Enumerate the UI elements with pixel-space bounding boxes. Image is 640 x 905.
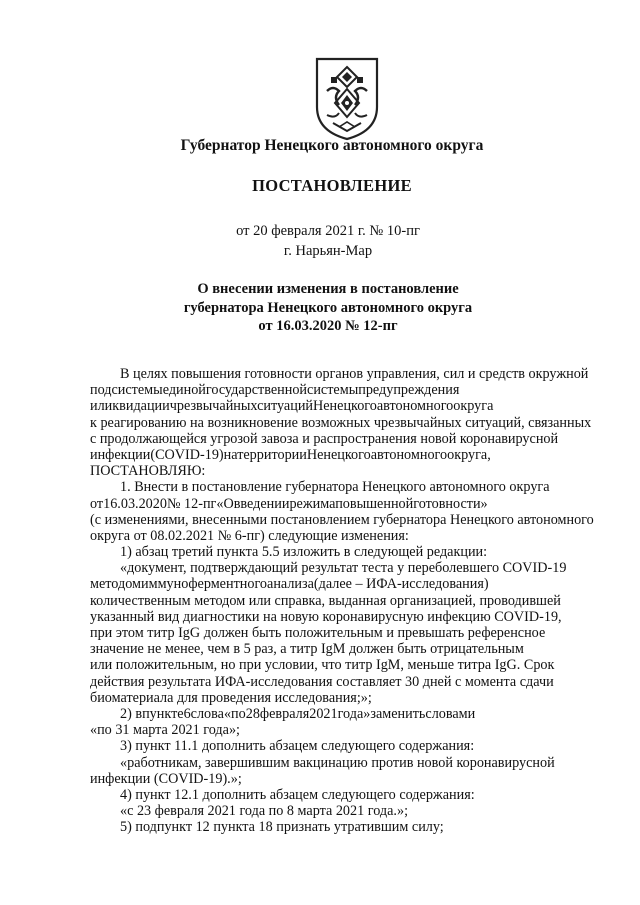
body-word: от xyxy=(90,495,104,512)
body-line: 1. Внести в постановление губернатора Ненецкого автономного округа xyxy=(120,479,550,496)
document-body xyxy=(90,366,594,835)
subject-line: губернатора Ненецкого автономного округа xyxy=(183,299,473,316)
body-line xyxy=(90,398,594,414)
body-line: или положительным, но при условии, что титр IgM, меньше титра IgG. Срок xyxy=(90,657,555,674)
body-word: Ненецкого xyxy=(313,398,377,415)
body-line: 5) подпункт 12 пункта 18 признать утратившим силу; xyxy=(120,819,444,836)
body-word: единой xyxy=(162,382,206,399)
subject-line: О внесении изменения в постановление xyxy=(197,281,459,297)
body-word: округа, xyxy=(447,446,491,463)
body-word: государственной xyxy=(205,382,308,399)
body-word: системы xyxy=(307,382,359,399)
body-line: действия результата ИФА-исследования составляет 30 дней с момента сдачи xyxy=(90,673,554,690)
document-date-number: от 20 февраля 2021 г. № 10-пг xyxy=(236,223,420,239)
body-line xyxy=(90,496,594,512)
body-word: 6 xyxy=(183,705,191,722)
body-word: Ненецкого xyxy=(306,446,371,463)
body-word: готовности» xyxy=(413,495,488,512)
body-line: количественным методом или справка, выданная организацией, проводившей xyxy=(90,592,561,609)
body-word: № 12-пг xyxy=(166,495,217,512)
body-line: «по 31 марта 2021 года»; xyxy=(90,722,240,739)
body-word: иммуноферментного xyxy=(141,576,268,593)
body-line: (с изменениями, внесенными постановлением губернатора Ненецкого автономного xyxy=(90,511,594,528)
body-word: инфекции xyxy=(90,446,151,463)
body-word: «О xyxy=(216,495,234,512)
body-line: 1) абзац третий пункта 5.5 изложить в следующей редакции: xyxy=(120,544,488,561)
subject-line: от 16.03.2020 № 12-пг xyxy=(258,318,398,334)
body-line: В целях повышения готовности органов управления, сил и средств окружной xyxy=(120,366,589,382)
body-word: заменить xyxy=(370,705,426,722)
body-word: словами xyxy=(425,705,476,722)
body-word: чрезвычайных xyxy=(169,398,258,415)
body-word: февраля xyxy=(259,705,310,722)
organization-title: Губернатор Ненецкого автономного округа xyxy=(180,137,484,154)
body-word: методом xyxy=(90,576,141,593)
body-word: 2) в xyxy=(120,705,143,722)
document-city: г. Нарьян-Мар xyxy=(283,243,373,259)
body-word: пункте xyxy=(142,705,184,722)
body-word: автономного xyxy=(376,398,454,415)
body-word: повышенной xyxy=(335,495,414,512)
body-word: года» xyxy=(337,705,371,722)
body-word: округа xyxy=(453,398,494,415)
body-word: 28 xyxy=(245,705,260,722)
body-line: «работникам, завершившим вакцинацию против новой коронавирусной xyxy=(120,754,555,771)
body-line: биоматериала для проведения исследования;»; xyxy=(90,689,372,706)
body-word: 2021 xyxy=(309,705,338,722)
body-line: указанный вид диагностики на новую коронавирусную инфекцию COVID-19, xyxy=(90,608,562,625)
body-line: округа от 08.02.2021 № 6-пг) следующие изменения: xyxy=(90,527,409,544)
body-line: при этом титр IgG должен быть положительным и превышать референсное xyxy=(90,625,546,641)
body-line xyxy=(90,576,594,592)
body-word: ликвидации xyxy=(97,398,170,415)
body-line: с продолжающейся угрозой завоза и распространения новой коронавирусной xyxy=(90,430,559,447)
document-type: ПОСТАНОВЛЕНИЕ xyxy=(252,176,412,195)
body-word: режима xyxy=(289,495,336,512)
body-line: инфекции (COVID-19).»; xyxy=(90,770,242,787)
document-subject xyxy=(8,280,640,336)
body-line xyxy=(90,382,594,398)
body-word: ситуаций xyxy=(257,398,314,415)
body-word: предупреждения xyxy=(358,382,460,399)
body-line: 4) пункт 12.1 дополнить абзацем следующего содержания: xyxy=(120,786,475,803)
body-line: к реагированию на возникновение возможных чрезвычайных ситуаций, связанных xyxy=(90,414,592,431)
body-word: и xyxy=(90,398,98,415)
body-line: «с 23 февраля 2021 года по 8 марта 2021 года.»; xyxy=(120,803,409,820)
body-word: (COVID-19) xyxy=(150,446,224,463)
body-word: автономного xyxy=(370,446,448,463)
body-line xyxy=(90,447,594,463)
body-word: подсистемы xyxy=(90,382,163,399)
body-word: «по xyxy=(223,705,246,722)
coat-of-arms-icon xyxy=(313,55,381,141)
body-line: значение не менее, чем в 5 раз, а титр IgM должен быть отрицательным xyxy=(90,641,524,658)
body-word: территории xyxy=(237,446,307,463)
body-line xyxy=(90,706,594,722)
body-word: на xyxy=(223,446,238,463)
body-word: введении xyxy=(233,495,290,512)
body-word: анализа xyxy=(267,576,314,593)
body-word: (далее – ИФА-исследования) xyxy=(313,576,489,593)
body-line: 3) пункт 11.1 дополнить абзацем следующего содержания: xyxy=(120,738,475,755)
body-word: слова xyxy=(190,705,224,722)
body-line: ПОСТАНОВЛЯЮ: xyxy=(90,463,206,480)
body-word: 16.03.2020 xyxy=(103,495,167,512)
body-line: «документ, подтверждающий результат теста у переболевшего COVID-19 xyxy=(120,560,567,577)
